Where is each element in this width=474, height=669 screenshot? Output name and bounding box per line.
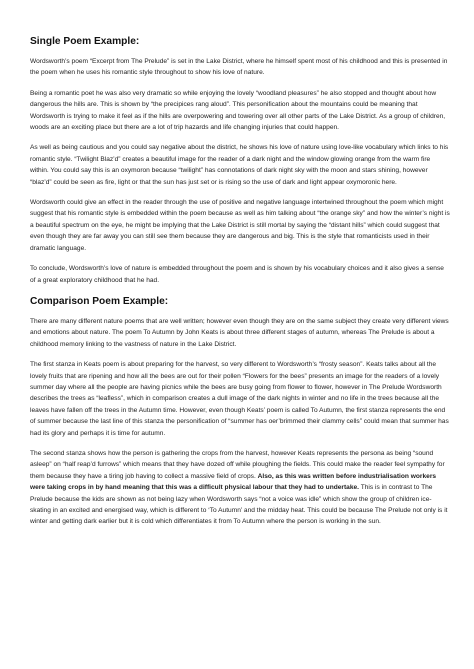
heading-comparison-poem-example: Comparison Poem Example: xyxy=(30,295,169,307)
heading-single-poem-example: Single Poem Example: xyxy=(30,36,140,47)
paragraph-7: The first stanza in Keats poem is about preparing for the harvest, so very different to Wordsworth’s “frosty season”. Keats talks about all the lovely fruits that are ripening and how all the bees are out for their pollen “Flowers for the bees” presents an image for the readers of a lovely summer day where all the people are having picnics while the bees are busy going from flower to flower, however in The Prelude Wordsworth describes the trees as “leafless”, which in comparison creates a dull image of the dark nights in winter and no life in the trees because all the leaves have fallen off the trees in the Autumn time. However, even though Keats’ poem is called To Autumn, the first stanza represents the end of summer because the last line of this stanza the personification of “summer has oer’brimmed their clammy cells” could mean that summer has had its glory and perhaps it is time for autumn. xyxy=(30,361,449,437)
paragraph-3: As well as being cautious and you could say negative about the district, he shows his love of nature using love-like vocabulary which links to his romantic style. “Twilight Blaz’d” creates a beautiful image for the reader of a dark night and the window glowing orange from the warm fire within. You could say this is an oxymoron because “twilight” has connotations of dark night sky with the moon and stars shining, however “blaz’d” could be seen as fire, light or that the sun has just set or is rising so the use of dark and light appear oxymoronic here. xyxy=(30,144,449,186)
paragraph-4: Wordsworth could give an effect in the reader through the use of positive and negative language intertwined throughout the poem which might suggest that his romantic style is embedded within the poem because as well as him talking about “the orange sky” and how the winter’s night is a beautiful spectrum on the eye, he might be implying that the Lake District is still mortal by saying the “distant hills” which could suggest that even though they are far away you can still see them because they are dangerous and big. This is the style that romanticists used in their dramatic language. xyxy=(30,199,450,252)
document-page xyxy=(30,36,450,537)
paragraph-8 xyxy=(30,448,450,528)
paragraph-1: Wordsworth’s poem “Excerpt from The Prelude” is set in the Lake District, where he himself spent most of his childhood and this is presented in the poem when he uses his romantic style throughout to show his love of nature. xyxy=(30,58,448,77)
paragraph-6: There are many different nature poems that are well written; however even though they are on the same subject they create very different views and emotions about nature. The poem To Autumn by John Keats is about three different stages of autumn, whereas The Prelude is about a childhood memory linking to the vastness of nature in the Lake District. xyxy=(30,317,449,348)
paragraph-8-bold: Also, as this was written before industrialisation workers were taking crops in by hand meaning that this was a difficult physical labour that they had to undertake. xyxy=(30,472,437,492)
paragraph-8-part-b: This is in contrast to The Prelude because the kids are shown as not being lazy when Wordsworth says “not a voice was idle” which show the group of children ice-skating in an excited and energised way, which is different to ‘To Autumn’ and the midday heat. This could be because The Prelude not only is it winter and getting dark earlier but it is cold which differentiates it from To Autumn where the person is working in the sun. xyxy=(30,484,448,526)
paragraph-2: Being a romantic poet he was also very dramatic so while enjoying the lovely “woodland pleasures” he also stopped and thought about how dangerous the hills are. This is shown by “the precipices rang aloud”. This personification about the mountains could be meaning that Wordsworth is trying to make it feel as if the hills are overpowering and towering over all other parts of the Lake District. As a group of children, woods are an exciting place but there are a lot of trip hazards and life changing injuries that could happen. xyxy=(30,89,446,132)
paragraph-5: To conclude, Wordsworth’s love of nature is embedded throughout the poem and is shown by his vocabulary choices and it also gives a sense of a great exploratory childhood that he had. xyxy=(30,265,444,284)
paragraph-8-part-a: The second stanza shows how the person is gathering the crops from the harvest, however Keats represents the persona as being “sound asleep” on “half reap’d furrows” which means that they have dozed off while ploughing the fields. This could make the reader feel sympathy for them because they have a tiring job having to collect a massive field of crops. xyxy=(30,449,445,480)
